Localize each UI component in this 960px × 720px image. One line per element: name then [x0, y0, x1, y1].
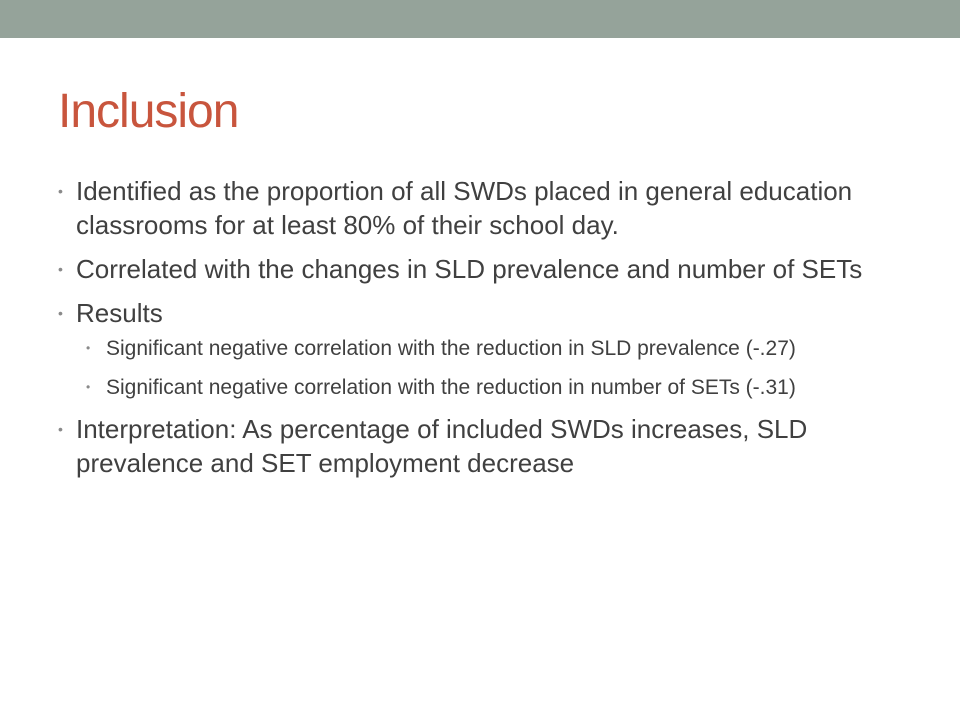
bullet-item [58, 296, 908, 402]
sub-bullet-dot-icon: • [86, 341, 91, 355]
bullet-dot-icon: • [58, 305, 63, 321]
bullet-item [58, 252, 908, 286]
sub-bullet-item [86, 373, 908, 402]
sub-bullet-list [76, 334, 908, 402]
bullet-item [58, 174, 908, 242]
top-accent-bar [0, 0, 960, 38]
sub-bullet-text: Significant negative correlation with the reduction in SLD prevalence (-.27) [106, 337, 796, 360]
bullet-item [58, 412, 908, 480]
sub-bullet-dot-icon: • [86, 380, 91, 394]
sub-bullet-item [86, 334, 908, 363]
bullet-text: Results [76, 298, 163, 328]
bullet-dot-icon: • [58, 421, 63, 437]
bullet-text: Interpretation: As percentage of included SWDs increases, SLD prevalence and SET employment decrease [76, 414, 808, 478]
bullet-dot-icon: • [58, 261, 63, 277]
bullet-text: Identified as the proportion of all SWDs placed in general education classrooms for at least 80% of their school day. [76, 176, 853, 240]
bullet-text: Correlated with the changes in SLD prevalence and number of SETs [76, 254, 863, 284]
slide-title: Inclusion [58, 85, 239, 138]
bullet-dot-icon: • [58, 183, 63, 199]
sub-bullet-text: Significant negative correlation with the reduction in number of SETs (-.31) [106, 376, 796, 399]
bullet-list [58, 174, 908, 490]
